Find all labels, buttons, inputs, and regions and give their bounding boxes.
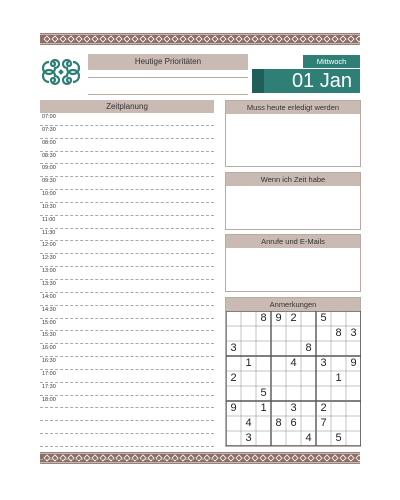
- schedule-slot[interactable]: [40, 113, 214, 126]
- sudoku-cell[interactable]: [241, 401, 256, 416]
- schedule-slot[interactable]: [40, 126, 214, 139]
- date-accent-tab: [252, 69, 264, 93]
- slot-time-label: 18:00: [42, 396, 56, 403]
- slot-time-label: 17:30: [42, 383, 56, 390]
- sudoku-cell[interactable]: [331, 341, 346, 356]
- sudoku-cell[interactable]: 9: [350, 357, 357, 369]
- sudoku-cell[interactable]: [241, 311, 256, 326]
- slot-time-label: 08:30: [42, 152, 56, 159]
- slot-time-label: 14:30: [42, 306, 56, 313]
- sudoku-cell[interactable]: [271, 401, 286, 416]
- sudoku-cell[interactable]: [331, 401, 346, 416]
- schedule-slot[interactable]: [40, 383, 214, 396]
- schedule-slot[interactable]: [40, 139, 214, 152]
- sudoku-cell[interactable]: [271, 386, 286, 401]
- sudoku-cell[interactable]: 1: [260, 402, 267, 414]
- schedule-slot[interactable]: [40, 331, 214, 344]
- sudoku-cell[interactable]: 1: [245, 357, 252, 369]
- slot-time-label: 13:30: [42, 280, 56, 287]
- slot-time-label: 07:30: [42, 126, 56, 133]
- must-do-section[interactable]: [225, 100, 361, 167]
- slot-time-label: 11:00: [42, 216, 56, 223]
- if-time-header: Wenn ich Zeit habe: [226, 173, 360, 186]
- schedule-list: [40, 113, 214, 460]
- schedule-slot[interactable]: [40, 396, 214, 409]
- sudoku-cell[interactable]: [286, 341, 301, 356]
- sudoku-cell[interactable]: 3: [245, 432, 252, 444]
- sudoku-cell[interactable]: [346, 341, 361, 356]
- calls-header: Anrufe und E-Mails: [226, 235, 360, 248]
- schedule-slot[interactable]: [40, 216, 214, 229]
- sudoku-cell[interactable]: [301, 356, 316, 371]
- notes-header: Anmerkungen: [226, 298, 360, 311]
- sudoku-cell[interactable]: [241, 386, 256, 401]
- sudoku-cell[interactable]: 5: [260, 387, 267, 399]
- sudoku-cell[interactable]: [226, 431, 241, 446]
- sudoku-cell[interactable]: 3: [230, 342, 237, 354]
- sudoku-cell[interactable]: 2: [320, 402, 327, 414]
- schedule-slot[interactable]: [40, 241, 214, 254]
- slot-time-label: 17:00: [42, 370, 56, 377]
- schedule-slot[interactable]: [40, 306, 214, 319]
- schedule-slot[interactable]: [40, 447, 214, 460]
- sudoku-cell[interactable]: 2: [230, 372, 237, 384]
- sudoku-cell[interactable]: 3: [290, 402, 297, 414]
- weekday-label: Mittwoch: [303, 55, 360, 68]
- sudoku-cell[interactable]: [346, 311, 361, 326]
- sudoku-cell[interactable]: [331, 311, 346, 326]
- sudoku-cell[interactable]: [271, 431, 286, 446]
- sudoku-cell[interactable]: 3: [350, 327, 357, 339]
- sudoku-cell[interactable]: 4: [290, 357, 297, 369]
- sudoku-cell[interactable]: [331, 356, 346, 371]
- sudoku-cell[interactable]: 9: [275, 312, 282, 324]
- sudoku-cell[interactable]: [271, 371, 286, 386]
- sudoku-cell[interactable]: [301, 311, 316, 326]
- schedule-slot[interactable]: [40, 280, 214, 293]
- schedule-slot[interactable]: [40, 229, 214, 242]
- sudoku-cell[interactable]: 6: [290, 417, 297, 429]
- sudoku-cell[interactable]: 8: [335, 327, 342, 339]
- must-do-header: Muss heute erledigt werden: [226, 101, 360, 114]
- schedule-slot[interactable]: [40, 319, 214, 332]
- sudoku-cell[interactable]: 4: [305, 432, 312, 444]
- top-ornament-border: [40, 33, 360, 45]
- sudoku-cell[interactable]: 8: [275, 417, 282, 429]
- sudoku-cell[interactable]: [226, 356, 241, 371]
- sudoku-cell[interactable]: [301, 371, 316, 386]
- sudoku-cell[interactable]: 5: [320, 312, 327, 324]
- sudoku-cell[interactable]: [271, 341, 286, 356]
- sudoku-cell[interactable]: [331, 386, 346, 401]
- schedule-slot[interactable]: [40, 357, 214, 370]
- slot-time-label: 12:30: [42, 255, 56, 262]
- sudoku-cell[interactable]: [316, 326, 331, 341]
- if-time-section[interactable]: [225, 172, 361, 230]
- slot-time-label: 12:00: [42, 242, 56, 249]
- sudoku-cell[interactable]: [256, 326, 271, 341]
- schedule-slot[interactable]: [40, 370, 214, 383]
- sudoku-cell[interactable]: 1: [335, 372, 342, 384]
- slot-time-label: 15:00: [42, 319, 56, 326]
- sudoku-cell[interactable]: [346, 386, 361, 401]
- sudoku-cell[interactable]: 3: [320, 357, 327, 369]
- schedule-slot[interactable]: [40, 421, 214, 434]
- sudoku-cell[interactable]: [286, 371, 301, 386]
- schedule-slot[interactable]: [40, 408, 214, 421]
- sudoku-cell[interactable]: [301, 401, 316, 416]
- slot-time-label: 13:00: [42, 268, 56, 275]
- sudoku-cell[interactable]: [346, 416, 361, 431]
- slot-time-label: 07:00: [42, 114, 56, 120]
- schedule-slot[interactable]: [40, 203, 214, 216]
- sudoku-cell[interactable]: [256, 356, 271, 371]
- slot-time-label: 10:00: [42, 191, 56, 198]
- schedule-slot[interactable]: [40, 164, 214, 177]
- slot-time-label: 09:30: [42, 178, 56, 185]
- sudoku-cell[interactable]: 4: [245, 417, 252, 429]
- sudoku-cell[interactable]: [346, 431, 361, 446]
- slot-time-label: 16:30: [42, 358, 56, 365]
- sudoku-cell[interactable]: [256, 341, 271, 356]
- sudoku-cell[interactable]: [286, 326, 301, 341]
- sudoku-cell[interactable]: [256, 371, 271, 386]
- sudoku-cell[interactable]: [316, 371, 331, 386]
- sudoku-cell[interactable]: [316, 431, 331, 446]
- slot-time-label: 11:30: [42, 229, 56, 236]
- sudoku-cell[interactable]: [301, 416, 316, 431]
- schedule-slot[interactable]: [40, 177, 214, 190]
- sudoku-cell[interactable]: [316, 341, 331, 356]
- priority-line-2[interactable]: [88, 94, 248, 95]
- sudoku-cell[interactable]: [241, 341, 256, 356]
- sudoku-cell[interactable]: 9: [230, 402, 237, 414]
- spiral-logo-icon: [41, 52, 81, 92]
- schedule-slot[interactable]: [40, 344, 214, 357]
- slot-time-label: 10:30: [42, 203, 56, 210]
- sudoku-cell[interactable]: [226, 416, 241, 431]
- schedule-header: Zeitplanung: [40, 100, 214, 113]
- sudoku-grid: [226, 311, 361, 446]
- slot-time-label: 08:00: [42, 139, 56, 146]
- sudoku-cell[interactable]: 2: [290, 312, 297, 324]
- sudoku-cell[interactable]: [271, 326, 286, 341]
- slot-time-label: 16:00: [42, 345, 56, 352]
- calls-section[interactable]: [225, 234, 361, 292]
- sudoku-cell[interactable]: 7: [320, 417, 327, 429]
- schedule-slot[interactable]: [40, 190, 214, 203]
- slot-time-label: 14:00: [42, 293, 56, 300]
- slot-time-label: 09:00: [42, 165, 56, 172]
- priorities-header: Heutige Prioritäten: [88, 54, 248, 70]
- schedule-slot[interactable]: [40, 293, 214, 306]
- date-label: 01 Jan: [252, 69, 360, 93]
- schedule-slot[interactable]: [40, 254, 214, 267]
- sudoku-cell[interactable]: [241, 326, 256, 341]
- sudoku-cell[interactable]: 8: [260, 312, 267, 324]
- sudoku-cell[interactable]: [286, 431, 301, 446]
- sudoku-cell[interactable]: [226, 386, 241, 401]
- sudoku-cell[interactable]: [241, 371, 256, 386]
- sudoku-cell[interactable]: [256, 416, 271, 431]
- sudoku-cell[interactable]: [226, 326, 241, 341]
- sudoku-cell[interactable]: [286, 386, 301, 401]
- sudoku-cell[interactable]: 5: [335, 432, 342, 444]
- schedule-slot[interactable]: [40, 434, 214, 447]
- sudoku-cell[interactable]: [316, 386, 331, 401]
- sudoku-cell[interactable]: [346, 371, 361, 386]
- priority-line-1[interactable]: [88, 77, 248, 78]
- sudoku-cell[interactable]: [271, 356, 286, 371]
- sudoku-cell[interactable]: [256, 431, 271, 446]
- sudoku-cell[interactable]: [331, 416, 346, 431]
- schedule-slot[interactable]: [40, 152, 214, 165]
- sudoku-cell[interactable]: [346, 401, 361, 416]
- sudoku-cell[interactable]: [301, 326, 316, 341]
- sudoku-cell[interactable]: [301, 386, 316, 401]
- sudoku-cell[interactable]: [226, 311, 241, 326]
- slot-time-label: 15:30: [42, 332, 56, 339]
- schedule-slot[interactable]: [40, 267, 214, 280]
- sudoku-cell[interactable]: 8: [305, 342, 312, 354]
